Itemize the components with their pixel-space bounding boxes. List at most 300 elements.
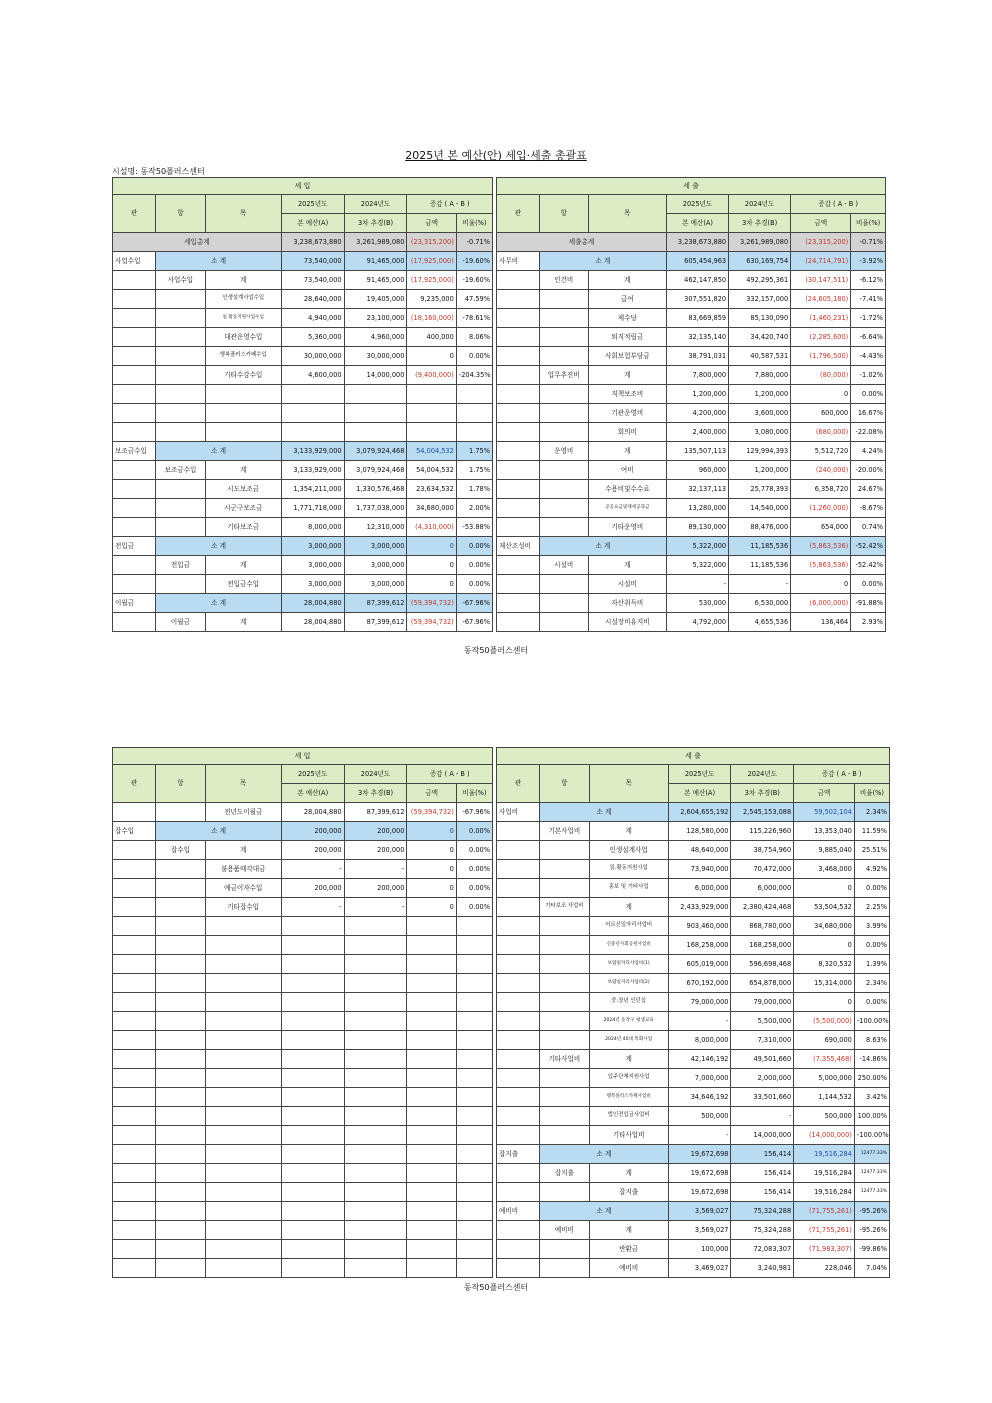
budget-b: 654,878,000 (731, 974, 794, 993)
diff-ratio: -0.71% (851, 233, 886, 252)
hang-cell (156, 898, 205, 917)
diff-header: 증감 ( A - B ) (407, 765, 493, 784)
budget-b: 3,000,000 (344, 556, 407, 575)
diff-amount: 600,000 (791, 404, 851, 423)
table-row (497, 613, 886, 632)
gwan-cell (113, 556, 156, 575)
table-row (113, 347, 493, 366)
year-2025-header: 2025년도 (667, 195, 729, 214)
mok-cell: 계 (588, 366, 666, 385)
hang-cell (540, 1031, 589, 1050)
diff-amount: 13,353,040 (794, 822, 855, 841)
diff-ratio: 12477.33% (854, 1183, 889, 1202)
mok-cell: 기타보조금 (205, 518, 281, 537)
diff-amount: (24,605,180) (791, 290, 851, 309)
gwan-cell (497, 309, 540, 328)
table-row (497, 499, 886, 518)
mok-cell: 2024년 동작구 평생교육 (589, 1012, 668, 1031)
gwan-cell (497, 404, 540, 423)
hang-cell (156, 423, 205, 442)
subtotal-row (497, 537, 886, 556)
diff-ratio: 4.92% (854, 860, 889, 879)
gwan-cell: 보조금수입 (113, 442, 156, 461)
subtotal-label: 소 계 (156, 442, 282, 461)
budget-a: 30,000,000 (281, 347, 344, 366)
mok-cell: 기타사업비 (589, 1126, 668, 1145)
diff-amount: 34,680,000 (407, 499, 456, 518)
table-row (497, 366, 886, 385)
diff-amount: (71,755,261) (794, 1221, 855, 1240)
hang-header: 항 (156, 765, 205, 803)
diff-ratio: 2.34% (854, 803, 889, 822)
mok-cell (205, 404, 281, 423)
income-section-title: 세 입 (113, 178, 493, 195)
budget-a: 530,000 (667, 594, 729, 613)
table-row (497, 1012, 890, 1031)
hang-cell (539, 575, 588, 594)
diff-ratio: -1.72% (851, 309, 886, 328)
gwan-cell (497, 290, 540, 309)
diff-ratio (456, 385, 492, 404)
hang-cell (539, 499, 588, 518)
diff-ratio: 7.04% (854, 1259, 889, 1278)
hang-cell (540, 936, 589, 955)
diff-amount: 3,468,000 (794, 860, 855, 879)
budget-a: 4,940,000 (281, 309, 344, 328)
diff-amount: (14,000,000) (794, 1126, 855, 1145)
empty-row (113, 1031, 493, 1050)
diff-ratio: -95.26% (854, 1202, 889, 1221)
mok-cell: 계 (588, 556, 666, 575)
diff-amount: (24,714,791) (791, 252, 851, 271)
diff-ratio: -1.02% (851, 366, 886, 385)
diff-ratio: -8.67% (851, 499, 886, 518)
gwan-cell (497, 841, 540, 860)
budget-b: 4,655,536 (729, 613, 791, 632)
diff-amount: 0 (407, 860, 456, 879)
table-row (497, 1164, 890, 1183)
ratio-header: 비율(%) (854, 784, 889, 803)
budget-a: 128,580,000 (668, 822, 731, 841)
hang-cell: 잡수입 (156, 841, 205, 860)
table-row (497, 309, 886, 328)
gwan-cell: 이월금 (113, 594, 156, 613)
budget-a: 34,646,192 (668, 1088, 731, 1107)
mok-cell: 기타운영비 (588, 518, 666, 537)
diff-amount: 0 (407, 879, 456, 898)
budget-b-header: 3차 추경(B) (731, 784, 794, 803)
gwan-cell (113, 575, 156, 594)
mok-cell: 계 (589, 822, 668, 841)
total-label: 세출총계 (497, 233, 667, 252)
hang-cell (156, 499, 205, 518)
diff-ratio: 1.78% (456, 480, 492, 499)
mok-cell: 수용비및수수료 (588, 480, 666, 499)
gwan-cell: 재산조성비 (497, 537, 540, 556)
mok-cell: 계 (205, 841, 281, 860)
budget-b: 38,754,960 (731, 841, 794, 860)
table-row (497, 860, 890, 879)
hang-cell (540, 917, 589, 936)
diff-ratio: -22.08% (851, 423, 886, 442)
budget-b: 87,399,612 (344, 803, 407, 822)
year-2025-header: 2025년도 (281, 195, 344, 214)
gwan-cell (113, 271, 156, 290)
budget-a: 73,540,000 (281, 271, 344, 290)
subtotal-row (113, 442, 493, 461)
table-row (497, 461, 886, 480)
budget-a: 8,000,000 (281, 518, 344, 537)
mok-cell: 계 (589, 1050, 668, 1069)
diff-ratio: 11.59% (854, 822, 889, 841)
table-row (497, 822, 890, 841)
gwan-cell (497, 917, 540, 936)
gwan-cell: 잡수입 (113, 822, 156, 841)
table-row (497, 993, 890, 1012)
mok-cell: 전입금수입 (205, 575, 281, 594)
empty-row (113, 1012, 493, 1031)
hang-cell (156, 803, 205, 822)
budget-b: 33,501,660 (731, 1088, 794, 1107)
mok-cell: 보람일자리사업비(2) (589, 974, 668, 993)
table-row (497, 1221, 890, 1240)
mok-cell: 인생설계사업 (589, 841, 668, 860)
budget-b: 2,000,000 (731, 1069, 794, 1088)
diff-ratio: -6.12% (851, 271, 886, 290)
subtotal-label: 소 계 (540, 1202, 669, 1221)
mok-cell: 중.장년 인턴십 (589, 993, 668, 1012)
hang-cell: 사업수입 (156, 271, 205, 290)
table-row (113, 803, 493, 822)
empty-row (113, 1050, 493, 1069)
subtotal-label: 소 계 (156, 822, 282, 841)
hang-cell (156, 347, 205, 366)
mok-header: 목 (588, 195, 666, 233)
budget-a: 28,004,880 (281, 803, 344, 822)
mok-cell: 계 (205, 271, 281, 290)
mok-cell: 시군구보조금 (205, 499, 281, 518)
budget-a-header: 본 예산(A) (667, 214, 729, 233)
table-row (113, 309, 493, 328)
budget-b: 1,737,038,000 (344, 499, 407, 518)
gwan-cell (497, 1031, 540, 1050)
hang-cell: 운영비 (539, 442, 588, 461)
diff-ratio: -3.92% (851, 252, 886, 271)
budget-b-header: 3차 추경(B) (344, 784, 407, 803)
diff-ratio: 2.34% (854, 974, 889, 993)
budget-a: 200,000 (281, 841, 344, 860)
budget-a (281, 404, 344, 423)
hang-header: 항 (156, 195, 205, 233)
diff-header: 증감 ( A - B ) (794, 765, 890, 784)
budget-a: 135,507,113 (667, 442, 729, 461)
income-table-page1 (112, 177, 493, 632)
diff-ratio: 2.25% (854, 898, 889, 917)
gwan-cell (497, 575, 540, 594)
diff-amount: (1,460,231) (791, 309, 851, 328)
empty-row (113, 1202, 493, 1221)
empty-row (113, 1145, 493, 1164)
budget-a: - (281, 860, 344, 879)
gwan-cell (497, 1221, 540, 1240)
budget-b: 3,000,000 (344, 537, 407, 556)
diff-ratio (456, 423, 492, 442)
gwan-cell (113, 898, 156, 917)
diff-ratio: 3.99% (854, 917, 889, 936)
budget-b: 87,399,612 (344, 594, 407, 613)
gwan-cell (497, 442, 540, 461)
budget-a: 3,000,000 (281, 556, 344, 575)
amount-header: 금액 (794, 784, 855, 803)
amount-header: 금액 (407, 214, 456, 233)
hang-cell (156, 290, 205, 309)
hang-cell (156, 385, 205, 404)
diff-ratio: 0.00% (854, 879, 889, 898)
mok-cell: 홍보 및 기타사업 (589, 879, 668, 898)
diff-amount: (5,500,000) (794, 1012, 855, 1031)
diff-ratio: 0.00% (456, 841, 492, 860)
diff-amount: 0 (794, 879, 855, 898)
table-row (497, 879, 890, 898)
mok-cell: 계 (589, 898, 668, 917)
hang-cell (539, 594, 588, 613)
budget-a: 462,147,850 (667, 271, 729, 290)
table-row (497, 556, 886, 575)
diff-amount: (2,285,600) (791, 328, 851, 347)
empty-row (113, 974, 493, 993)
budget-a: 2,400,000 (667, 423, 729, 442)
hang-cell: 전입금 (156, 556, 205, 575)
budget-a: 7,000,000 (668, 1069, 731, 1088)
gwan-cell (113, 879, 156, 898)
table-row (497, 898, 890, 917)
budget-b: 87,399,612 (344, 613, 407, 632)
hang-cell (540, 1259, 589, 1278)
diff-amount: (71,755,261) (794, 1202, 855, 1221)
diff-amount: 34,680,000 (794, 917, 855, 936)
hang-cell: 기본사업비 (540, 822, 589, 841)
diff-ratio: -67.96% (456, 594, 492, 613)
diff-ratio: -4.43% (851, 347, 886, 366)
budget-b: 79,000,000 (731, 993, 794, 1012)
subtotal-label: 소 계 (540, 1145, 669, 1164)
budget-b: 200,000 (344, 879, 407, 898)
mok-cell: 행복플러스카페사업비 (589, 1088, 668, 1107)
gwan-cell (113, 328, 156, 347)
diff-header: 증감 ( A - B ) (791, 195, 886, 214)
diff-amount: (7,355,468) (794, 1050, 855, 1069)
diff-ratio: 1.75% (456, 442, 492, 461)
budget-a: 307,551,820 (667, 290, 729, 309)
table-row (113, 575, 493, 594)
diff-amount: (59,394,732) (407, 803, 456, 822)
budget-a: - (668, 1126, 731, 1145)
budget-a: 32,135,140 (667, 328, 729, 347)
table-row (497, 328, 886, 347)
table-row (497, 955, 890, 974)
diff-amount: (6,000,000) (791, 594, 851, 613)
gwan-cell (113, 309, 156, 328)
mok-cell: 불용품매각대금 (205, 860, 281, 879)
gwan-cell (497, 1240, 540, 1259)
mok-cell (205, 385, 281, 404)
budget-b: 3,000,000 (344, 575, 407, 594)
diff-ratio: -20.00% (851, 461, 886, 480)
gwan-cell (113, 347, 156, 366)
diff-amount: 690,000 (794, 1031, 855, 1050)
gwan-cell (497, 1164, 540, 1183)
year-2024-header: 2024년도 (344, 765, 407, 784)
diff-amount: (71,983,307) (794, 1240, 855, 1259)
mok-cell: 퇴직적립금 (588, 328, 666, 347)
gwan-cell (497, 1107, 540, 1126)
budget-a: 42,146,192 (668, 1050, 731, 1069)
table-row (497, 575, 886, 594)
budget-a: 83,669,859 (667, 309, 729, 328)
budget-b: 40,587,531 (729, 347, 791, 366)
budget-b: 5,500,000 (731, 1012, 794, 1031)
budget-b: 868,780,000 (731, 917, 794, 936)
gwan-cell (113, 461, 156, 480)
diff-ratio: 3.42% (854, 1088, 889, 1107)
diff-ratio: 47.59% (456, 290, 492, 309)
table-row (113, 841, 493, 860)
hang-cell (539, 290, 588, 309)
diff-amount: 136,464 (791, 613, 851, 632)
gwan-cell (497, 1050, 540, 1069)
budget-b: 3,261,989,080 (344, 233, 407, 252)
budget-a: 48,640,000 (668, 841, 731, 860)
gwan-cell (113, 404, 156, 423)
diff-ratio: -0.71% (456, 233, 492, 252)
table-row (497, 1240, 890, 1259)
diff-ratio: 12477.33% (854, 1145, 889, 1164)
hang-cell (539, 347, 588, 366)
budget-b: 30,000,000 (344, 347, 407, 366)
diff-ratio: 0.00% (456, 860, 492, 879)
budget-a: 168,258,000 (668, 936, 731, 955)
empty-row (113, 1221, 493, 1240)
diff-amount: 8,320,532 (794, 955, 855, 974)
budget-a: 19,672,698 (668, 1145, 731, 1164)
budget-b: 630,169,754 (729, 252, 791, 271)
diff-ratio: 0.00% (456, 822, 492, 841)
diff-ratio (456, 404, 492, 423)
diff-ratio: 1.75% (456, 461, 492, 480)
mok-cell: 공공요금및제세공과금 (588, 499, 666, 518)
diff-ratio: -204.35% (456, 366, 492, 385)
table-row (497, 594, 886, 613)
diff-amount: 9,235,000 (407, 290, 456, 309)
gwan-cell (497, 822, 540, 841)
subtotal-label: 소 계 (539, 252, 666, 271)
subtotal-row (497, 1145, 890, 1164)
mok-cell: 시설장비유지비 (588, 613, 666, 632)
gwan-cell (497, 499, 540, 518)
budget-b: 91,465,000 (344, 252, 407, 271)
mok-cell: 기관운영비 (588, 404, 666, 423)
hang-cell (539, 423, 588, 442)
diff-ratio: 8.63% (854, 1031, 889, 1050)
budget-a: 4,600,000 (281, 366, 344, 385)
budget-b: - (344, 898, 407, 917)
table-row (497, 518, 886, 537)
budget-a: 5,322,000 (667, 556, 729, 575)
table-row (113, 613, 493, 632)
hang-cell (540, 1240, 589, 1259)
diff-amount: (23,315,200) (791, 233, 851, 252)
gwan-header: 관 (497, 195, 540, 233)
budget-b: - (729, 575, 791, 594)
diff-ratio: 8.06% (456, 328, 492, 347)
diff-ratio: -78.61% (456, 309, 492, 328)
diff-amount: (5,863,536) (791, 556, 851, 575)
year-2024-header: 2024년도 (344, 195, 407, 214)
budget-b: 85,130,090 (729, 309, 791, 328)
budget-a: 100,000 (668, 1240, 731, 1259)
budget-a: 19,672,698 (668, 1164, 731, 1183)
budget-b-header: 3차 추경(B) (729, 214, 791, 233)
mok-cell: 급여 (588, 290, 666, 309)
mok-cell: 어르신일자리사업비 (589, 917, 668, 936)
diff-amount: 500,000 (794, 1107, 855, 1126)
table-row (497, 480, 886, 499)
mok-cell: 예비비 (589, 1259, 668, 1278)
budget-b: 91,465,000 (344, 271, 407, 290)
table-row (497, 1107, 890, 1126)
budget-b: 492,295,361 (729, 271, 791, 290)
gwan-cell (497, 271, 540, 290)
total-row (497, 233, 886, 252)
gwan-cell (497, 518, 540, 537)
hang-cell (540, 993, 589, 1012)
table-row (113, 898, 493, 917)
hang-cell (156, 328, 205, 347)
diff-amount: (17,925,000) (407, 271, 456, 290)
page2-footer: 동작50플러스센터 (463, 1283, 529, 1292)
diff-amount (407, 423, 456, 442)
budget-a: 3,238,673,880 (281, 233, 344, 252)
total-row (113, 233, 493, 252)
subtotal-row (497, 803, 890, 822)
mok-cell: 2024년 40대 특화사업 (589, 1031, 668, 1050)
budget-a: 200,000 (281, 822, 344, 841)
diff-amount: 0 (407, 575, 456, 594)
mok-cell: 계 (589, 1221, 668, 1240)
table-row (113, 480, 493, 499)
diff-amount: 0 (407, 347, 456, 366)
mok-cell: 대관운영수입 (205, 328, 281, 347)
diff-amount: 19,516,284 (794, 1164, 855, 1183)
mok-cell: 반환금 (589, 1240, 668, 1259)
gwan-cell (497, 461, 540, 480)
mok-cell: 인생설계사업수입 (205, 290, 281, 309)
mok-cell: 법인전입금사업비 (589, 1107, 668, 1126)
budget-a: 7,800,000 (667, 366, 729, 385)
diff-ratio: 100.00% (854, 1107, 889, 1126)
diff-amount: (1,796,500) (791, 347, 851, 366)
budget-a: 1,354,211,000 (281, 480, 344, 499)
hang-cell: 기타보조 사업비 (540, 898, 589, 917)
table-row (113, 499, 493, 518)
amount-header: 금액 (791, 214, 851, 233)
diff-amount (407, 404, 456, 423)
budget-b: 88,476,000 (729, 518, 791, 537)
diff-ratio: 1.39% (854, 955, 889, 974)
budget-b: 3,240,981 (731, 1259, 794, 1278)
diff-ratio: 0.00% (851, 385, 886, 404)
diff-amount: 0 (794, 993, 855, 1012)
